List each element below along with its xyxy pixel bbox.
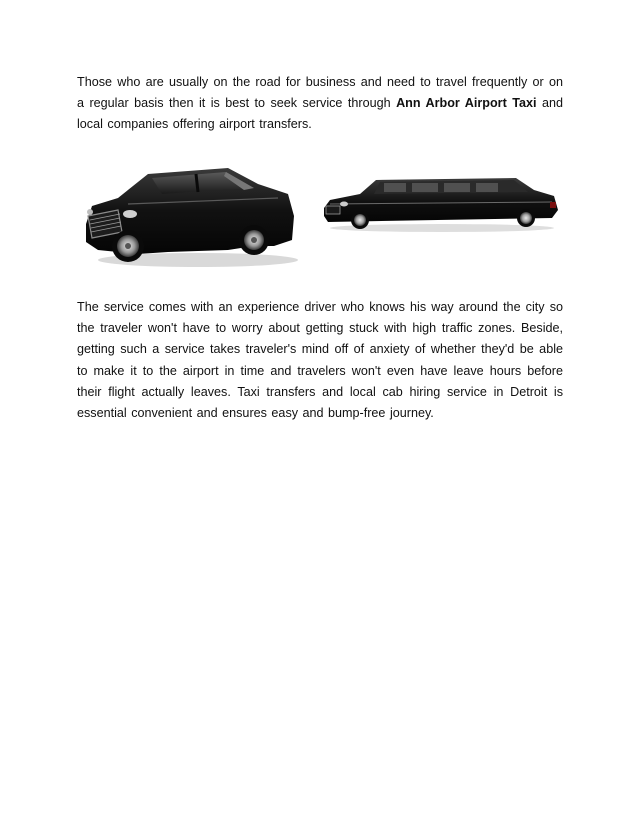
intro-bold-link-text: Ann Arbor Airport Taxi xyxy=(396,96,537,111)
sedan-car-image xyxy=(78,154,298,270)
intro-paragraph xyxy=(77,72,563,136)
intro-text-after: and local companies offering airport transfers. xyxy=(77,96,563,132)
service-paragraph: The service comes with an experience driver who knows his way around the city so the traveler won't have to worry about getting stuck with high traffic zones. Beside, getting such a service takes traveler's mind off of anxiety of whether they'd be able to make it to the airport in time and travelers won't even have leave hours before their flight actually leaves. Taxi transfers and local cab hiring service in Detroit is essential convenient and ensures easy and bump-free journey. xyxy=(77,300,563,421)
limousine-image xyxy=(320,170,560,234)
intro-text-before: Those who are usually on the road for business and need to travel frequently or on a regular basis then it is best to seek service through xyxy=(77,75,563,111)
